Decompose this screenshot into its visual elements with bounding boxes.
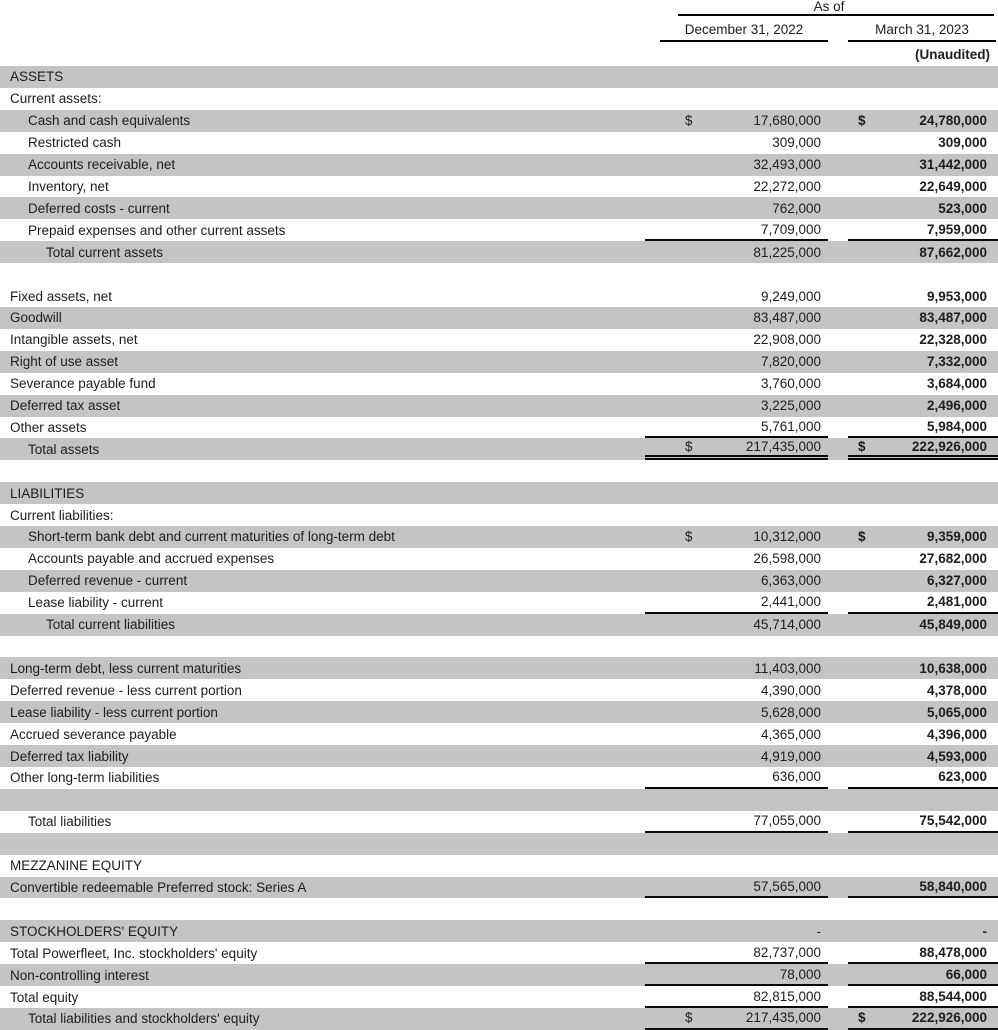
value-text: 26,598,000 xyxy=(753,551,821,567)
value-text: 58,840,000 xyxy=(919,878,987,894)
value-text: 45,714,000 xyxy=(753,617,821,633)
column-gutter xyxy=(828,986,848,1008)
table-row-severance-payable-fund xyxy=(0,373,998,395)
value-text: 10,312,000 xyxy=(753,529,821,545)
value-text: 7,959,000 xyxy=(926,221,987,237)
value-cell-mar-2023 xyxy=(848,789,998,811)
value-text: 88,544,000 xyxy=(919,988,987,1004)
table-row-liabilities xyxy=(0,482,998,504)
value-cell-dec-2022 xyxy=(645,460,828,482)
column-gutter xyxy=(828,132,848,154)
column-gutter xyxy=(828,767,848,789)
value-cell-dec-2022 xyxy=(645,219,828,241)
value-text: 4,919,000 xyxy=(760,748,821,764)
column-gutter xyxy=(828,855,848,877)
value-cell-mar-2023 xyxy=(848,395,998,417)
table-row-total-assets xyxy=(0,438,998,460)
spacer-row xyxy=(0,460,998,482)
value-cell-dec-2022 xyxy=(645,329,828,351)
row-label: Total current assets xyxy=(46,244,164,260)
row-label: Cash and cash equivalents xyxy=(28,113,191,129)
column-gutter xyxy=(828,636,848,658)
value-cell-dec-2022 xyxy=(645,636,828,658)
value-cell-mar-2023 xyxy=(848,329,998,351)
value-text: 88,478,000 xyxy=(919,944,987,960)
value-text: 3,760,000 xyxy=(760,376,821,392)
value-cell-dec-2022 xyxy=(645,964,828,986)
value-cell-mar-2023 xyxy=(848,197,998,219)
value-text: 3,225,000 xyxy=(760,398,821,414)
value-text: 309,000 xyxy=(938,135,987,151)
column-gutter xyxy=(828,219,848,241)
value-cell-mar-2023 xyxy=(848,811,998,833)
row-label: Current liabilities: xyxy=(10,507,114,523)
column-gutter xyxy=(828,504,848,526)
column-gutter xyxy=(828,110,848,132)
row-label: Deferred revenue - less current portion xyxy=(10,682,242,698)
row-label: Lease liability - less current portion xyxy=(10,704,218,720)
column-gutter xyxy=(828,307,848,329)
value-text: 87,662,000 xyxy=(919,244,987,260)
dollar-sign: $ xyxy=(858,529,866,545)
column-gutter xyxy=(828,548,848,570)
column-gutter xyxy=(828,964,848,986)
column-gutter xyxy=(828,679,848,701)
column-gutter xyxy=(828,920,848,942)
as-of-label: As of xyxy=(813,0,845,14)
value-text: 81,225,000 xyxy=(753,244,821,260)
table-row-total-equity xyxy=(0,986,998,1008)
value-cell-mar-2023 xyxy=(848,548,998,570)
value-cell-dec-2022 xyxy=(645,263,828,285)
value-cell-mar-2023 xyxy=(848,351,998,373)
column-gutter xyxy=(828,614,848,636)
row-label: Short-term bank debt and current maturities of long-term debt xyxy=(28,529,395,545)
value-cell-mar-2023 xyxy=(848,482,998,504)
spacer-row xyxy=(0,898,998,920)
column-gutter xyxy=(828,263,848,285)
value-text: 66,000 xyxy=(945,966,987,982)
row-label: Deferred tax asset xyxy=(10,398,121,414)
value-cell-mar-2023 xyxy=(848,855,998,877)
value-cell-dec-2022 xyxy=(645,154,828,176)
spacer-row xyxy=(0,636,998,658)
table-row-accounts-receivable-net xyxy=(0,154,998,176)
column-gutter xyxy=(828,373,848,395)
dollar-sign: $ xyxy=(685,113,693,129)
value-text: 17,680,000 xyxy=(753,113,821,129)
value-cell-dec-2022 xyxy=(645,942,828,964)
value-text: 75,542,000 xyxy=(919,813,987,829)
value-cell-mar-2023 xyxy=(848,417,998,439)
value-text: 32,493,000 xyxy=(753,157,821,173)
table-row-convertible-redeemable-preferred-stock-series-a xyxy=(0,877,998,899)
row-label: Accrued severance payable xyxy=(10,726,177,742)
column-gutter xyxy=(828,657,848,679)
value-text: 9,953,000 xyxy=(926,288,987,304)
value-cell-dec-2022 xyxy=(645,570,828,592)
table-row-deferred-costs-current xyxy=(0,197,998,219)
value-text: 6,327,000 xyxy=(926,573,987,589)
row-label: Accounts payable and accrued expenses xyxy=(28,551,275,567)
value-text: 5,628,000 xyxy=(760,704,821,720)
dollar-sign: $ xyxy=(858,1010,866,1026)
value-cell-mar-2023 xyxy=(848,767,998,789)
value-text: 4,390,000 xyxy=(760,682,821,698)
as-of-underline xyxy=(678,14,994,16)
row-label: STOCKHOLDERS' EQUITY xyxy=(10,923,179,939)
value-cell-dec-2022 xyxy=(645,504,828,526)
value-cell-dec-2022 xyxy=(645,920,828,942)
table-row-current-liabilities xyxy=(0,504,998,526)
table-header xyxy=(0,0,998,66)
table-row-other-assets xyxy=(0,417,998,439)
value-text: 636,000 xyxy=(772,769,821,785)
value-cell-mar-2023 xyxy=(848,132,998,154)
value-text: - xyxy=(816,923,821,939)
column-gutter xyxy=(828,460,848,482)
value-text: 762,000 xyxy=(772,200,821,216)
spacer-row xyxy=(0,833,998,855)
value-cell-mar-2023 xyxy=(848,438,998,460)
table-row-mezzanine-equity xyxy=(0,855,998,877)
column-gutter xyxy=(828,417,848,439)
value-text: 217,435,000 xyxy=(745,1010,821,1026)
table-row-stockholders-equity xyxy=(0,920,998,942)
value-text: 222,926,000 xyxy=(911,439,987,455)
row-label: LIABILITIES xyxy=(10,485,85,501)
value-cell-dec-2022 xyxy=(645,417,828,439)
row-label: Accounts receivable, net xyxy=(28,157,176,173)
row-label: Goodwill xyxy=(10,310,62,326)
value-text: 24,780,000 xyxy=(919,113,987,129)
value-cell-mar-2023 xyxy=(848,219,998,241)
column-header-mar-31-2023: March 31, 2023 xyxy=(848,17,996,42)
value-cell-dec-2022 xyxy=(645,110,828,132)
value-text: 10,638,000 xyxy=(919,660,987,676)
value-text: 4,396,000 xyxy=(926,726,987,742)
table-row-other-long-term-liabilities xyxy=(0,767,998,789)
spacer-row xyxy=(0,263,998,285)
dollar-sign: $ xyxy=(858,113,866,129)
row-label: Fixed assets, net xyxy=(10,288,113,304)
value-cell-mar-2023 xyxy=(848,833,998,855)
value-cell-mar-2023 xyxy=(848,877,998,899)
table-row-short-term-bank-debt-and-current-maturities-of-long-term-debt xyxy=(0,526,998,548)
value-cell-mar-2023 xyxy=(848,110,998,132)
row-label: ASSETS xyxy=(10,69,64,85)
row-label: Other long-term liabilities xyxy=(10,770,160,786)
value-text: 57,565,000 xyxy=(753,878,821,894)
row-label: Total assets xyxy=(28,441,100,457)
value-cell-dec-2022 xyxy=(645,986,828,1008)
table-row-deferred-revenue-current xyxy=(0,570,998,592)
column-gutter xyxy=(828,898,848,920)
value-cell-dec-2022 xyxy=(645,701,828,723)
value-cell-mar-2023 xyxy=(848,176,998,198)
table-row-restricted-cash xyxy=(0,132,998,154)
column-gutter xyxy=(828,197,848,219)
value-text: 7,709,000 xyxy=(760,221,821,237)
value-cell-dec-2022 xyxy=(645,767,828,789)
row-label: Prepaid expenses and other current assets xyxy=(28,222,286,238)
value-cell-dec-2022 xyxy=(645,482,828,504)
table-row-non-controlling-interest xyxy=(0,964,998,986)
value-text: 82,815,000 xyxy=(753,988,821,1004)
value-text: 9,359,000 xyxy=(926,529,987,545)
column-gutter xyxy=(828,176,848,198)
column-gutter xyxy=(828,329,848,351)
table-row-accounts-payable-and-accrued-expenses xyxy=(0,548,998,570)
row-label: Restricted cash xyxy=(28,135,122,151)
value-text: 3,684,000 xyxy=(926,376,987,392)
value-cell-dec-2022 xyxy=(645,833,828,855)
value-text: 11,403,000 xyxy=(754,660,821,676)
column-gutter xyxy=(828,833,848,855)
row-label: Total liabilities xyxy=(28,814,112,830)
value-text: 222,926,000 xyxy=(911,1010,987,1026)
table-row-lease-liability-current xyxy=(0,592,998,614)
value-cell-dec-2022 xyxy=(645,855,828,877)
table-row-deferred-tax-asset xyxy=(0,395,998,417)
value-text: 4,378,000 xyxy=(926,682,987,698)
value-cell-mar-2023 xyxy=(848,679,998,701)
row-label: Deferred revenue - current xyxy=(28,573,188,589)
row-label: Lease liability - current xyxy=(28,595,164,611)
value-cell-dec-2022 xyxy=(645,285,828,307)
value-cell-mar-2023 xyxy=(848,723,998,745)
value-cell-dec-2022 xyxy=(645,132,828,154)
value-cell-mar-2023 xyxy=(848,154,998,176)
dollar-sign: $ xyxy=(685,439,693,455)
value-cell-dec-2022 xyxy=(645,526,828,548)
row-label: Total Powerfleet, Inc. stockholders' equity xyxy=(10,945,258,961)
column-header-dec-31-2022: December 31, 2022 xyxy=(660,17,828,42)
value-cell-mar-2023 xyxy=(848,964,998,986)
value-cell-dec-2022 xyxy=(645,789,828,811)
row-label: Right of use asset xyxy=(10,354,119,370)
value-text: 45,849,000 xyxy=(919,617,987,633)
table-row-prepaid-expenses-and-other-current-assets xyxy=(0,219,998,241)
row-label: Long-term debt, less current maturities xyxy=(10,660,242,676)
column-gutter xyxy=(828,877,848,899)
column-gutter xyxy=(828,351,848,373)
value-cell-mar-2023 xyxy=(848,1008,998,1030)
table-row-right-of-use-asset xyxy=(0,351,998,373)
value-cell-dec-2022 xyxy=(645,898,828,920)
value-text: 83,487,000 xyxy=(919,310,987,326)
value-cell-dec-2022 xyxy=(645,438,828,460)
table-row-assets xyxy=(0,66,998,88)
value-text: 5,761,000 xyxy=(760,418,821,434)
row-label: Deferred costs - current xyxy=(28,200,170,216)
dollar-sign: $ xyxy=(858,439,866,455)
value-text: 5,065,000 xyxy=(926,704,987,720)
value-text: 6,363,000 xyxy=(760,573,821,589)
value-cell-mar-2023 xyxy=(848,285,998,307)
value-cell-mar-2023 xyxy=(848,898,998,920)
value-text: 523,000 xyxy=(938,200,987,216)
value-cell-mar-2023 xyxy=(848,66,998,88)
value-text: 4,365,000 xyxy=(760,726,821,742)
value-cell-dec-2022 xyxy=(645,1008,828,1030)
row-label: Intangible assets, net xyxy=(10,332,138,348)
value-text: 7,332,000 xyxy=(926,354,987,370)
dollar-sign: $ xyxy=(685,529,693,545)
value-cell-mar-2023 xyxy=(848,570,998,592)
value-cell-mar-2023 xyxy=(848,241,998,263)
value-text: 31,442,000 xyxy=(919,157,987,173)
column-headers-row xyxy=(0,15,998,42)
value-cell-dec-2022 xyxy=(645,592,828,614)
table-row-lease-liability-less-current-portion xyxy=(0,701,998,723)
column-gutter xyxy=(828,811,848,833)
row-label: Severance payable fund xyxy=(10,376,156,392)
value-text: 623,000 xyxy=(938,769,987,785)
value-text: 2,496,000 xyxy=(926,398,987,414)
column-gutter xyxy=(828,745,848,767)
value-cell-mar-2023 xyxy=(848,460,998,482)
value-cell-dec-2022 xyxy=(645,307,828,329)
unaudited-label: (Unaudited) xyxy=(915,46,990,62)
value-cell-mar-2023 xyxy=(848,636,998,658)
value-cell-dec-2022 xyxy=(645,88,828,110)
value-text: 77,055,000 xyxy=(753,813,821,829)
value-text: 2,441,000 xyxy=(760,594,821,610)
column-gutter xyxy=(828,570,848,592)
value-cell-dec-2022 xyxy=(645,877,828,899)
column-gutter xyxy=(828,1008,848,1030)
table-row-intangible-assets-net xyxy=(0,329,998,351)
row-label: Non-controlling interest xyxy=(10,967,149,983)
value-cell-mar-2023 xyxy=(848,526,998,548)
unaudited-row xyxy=(0,42,998,66)
as-of-row xyxy=(0,0,998,15)
column-gutter xyxy=(828,88,848,110)
value-cell-dec-2022 xyxy=(645,723,828,745)
value-text: 7,820,000 xyxy=(760,354,821,370)
table-body xyxy=(0,66,998,1030)
value-cell-dec-2022 xyxy=(645,176,828,198)
value-text: 5,984,000 xyxy=(926,418,987,434)
value-text: 309,000 xyxy=(772,135,821,151)
value-cell-mar-2023 xyxy=(848,701,998,723)
table-row-total-liabilities xyxy=(0,811,998,833)
value-cell-mar-2023 xyxy=(848,373,998,395)
value-cell-mar-2023 xyxy=(848,307,998,329)
table-row-total-current-assets xyxy=(0,241,998,263)
table-row-total-current-liabilities xyxy=(0,614,998,636)
column-gutter xyxy=(828,241,848,263)
value-text: 4,593,000 xyxy=(926,748,987,764)
value-text: 2,481,000 xyxy=(926,594,987,610)
column-gutter xyxy=(828,789,848,811)
value-cell-dec-2022 xyxy=(645,614,828,636)
value-cell-dec-2022 xyxy=(645,197,828,219)
value-text: 83,487,000 xyxy=(753,310,821,326)
row-label: Deferred tax liability xyxy=(10,748,129,764)
column-gutter xyxy=(828,723,848,745)
table-row-goodwill xyxy=(0,307,998,329)
value-cell-dec-2022 xyxy=(645,395,828,417)
value-cell-mar-2023 xyxy=(848,263,998,285)
value-cell-mar-2023 xyxy=(848,504,998,526)
row-label: Current assets: xyxy=(10,91,102,107)
row-label: Total equity xyxy=(10,989,79,1005)
row-label: Other assets xyxy=(10,419,87,435)
value-cell-dec-2022 xyxy=(645,811,828,833)
value-text: 22,908,000 xyxy=(753,332,821,348)
value-cell-dec-2022 xyxy=(645,351,828,373)
value-cell-mar-2023 xyxy=(848,745,998,767)
value-cell-dec-2022 xyxy=(645,373,828,395)
table-row-inventory-net xyxy=(0,176,998,198)
dollar-sign: $ xyxy=(685,1010,693,1026)
row-label: MEZZANINE EQUITY xyxy=(10,858,143,874)
row-label: Total current liabilities xyxy=(46,617,176,633)
value-text: 27,682,000 xyxy=(919,551,987,567)
value-cell-dec-2022 xyxy=(645,657,828,679)
value-cell-dec-2022 xyxy=(645,745,828,767)
table-row-fixed-assets-net xyxy=(0,285,998,307)
row-label: Convertible redeemable Preferred stock: Series A xyxy=(10,879,307,895)
table-row-cash-and-cash-equivalents xyxy=(0,110,998,132)
table-row-deferred-tax-liability xyxy=(0,745,998,767)
value-text: 82,737,000 xyxy=(753,944,821,960)
value-cell-mar-2023 xyxy=(848,920,998,942)
table-row-long-term-debt-less-current-maturities xyxy=(0,657,998,679)
column-gutter xyxy=(828,942,848,964)
value-text: 9,249,000 xyxy=(760,288,821,304)
value-cell-mar-2023 xyxy=(848,657,998,679)
column-gutter xyxy=(828,526,848,548)
row-label: Total liabilities and stockholders' equity xyxy=(28,1011,260,1027)
value-text: - xyxy=(982,923,987,939)
value-cell-dec-2022 xyxy=(645,66,828,88)
spacer-row xyxy=(0,789,998,811)
value-text: 22,328,000 xyxy=(919,332,987,348)
column-gutter xyxy=(828,592,848,614)
value-cell-mar-2023 xyxy=(848,942,998,964)
column-gutter xyxy=(828,285,848,307)
value-text: 78,000 xyxy=(779,966,821,982)
value-cell-mar-2023 xyxy=(848,986,998,1008)
value-cell-dec-2022 xyxy=(645,241,828,263)
table-row-current-assets xyxy=(0,88,998,110)
column-gutter xyxy=(828,482,848,504)
value-cell-dec-2022 xyxy=(645,548,828,570)
table-row-accrued-severance-payable xyxy=(0,723,998,745)
value-cell-dec-2022 xyxy=(645,679,828,701)
table-row-deferred-revenue-less-current-portion xyxy=(0,679,998,701)
value-text: 22,272,000 xyxy=(753,178,821,194)
column-gutter xyxy=(828,154,848,176)
value-cell-mar-2023 xyxy=(848,614,998,636)
table-row-total-powerfleet-inc-stockholders-equity xyxy=(0,942,998,964)
value-text: 217,435,000 xyxy=(745,439,821,455)
table-row-total-liabilities-and-stockholders-equity xyxy=(0,1008,998,1030)
column-gutter xyxy=(828,395,848,417)
column-gutter xyxy=(828,66,848,88)
value-cell-mar-2023 xyxy=(848,88,998,110)
value-text: 22,649,000 xyxy=(919,178,987,194)
row-label: Inventory, net xyxy=(28,178,109,194)
column-gutter xyxy=(828,438,848,460)
value-cell-mar-2023 xyxy=(848,592,998,614)
column-gutter xyxy=(828,701,848,723)
